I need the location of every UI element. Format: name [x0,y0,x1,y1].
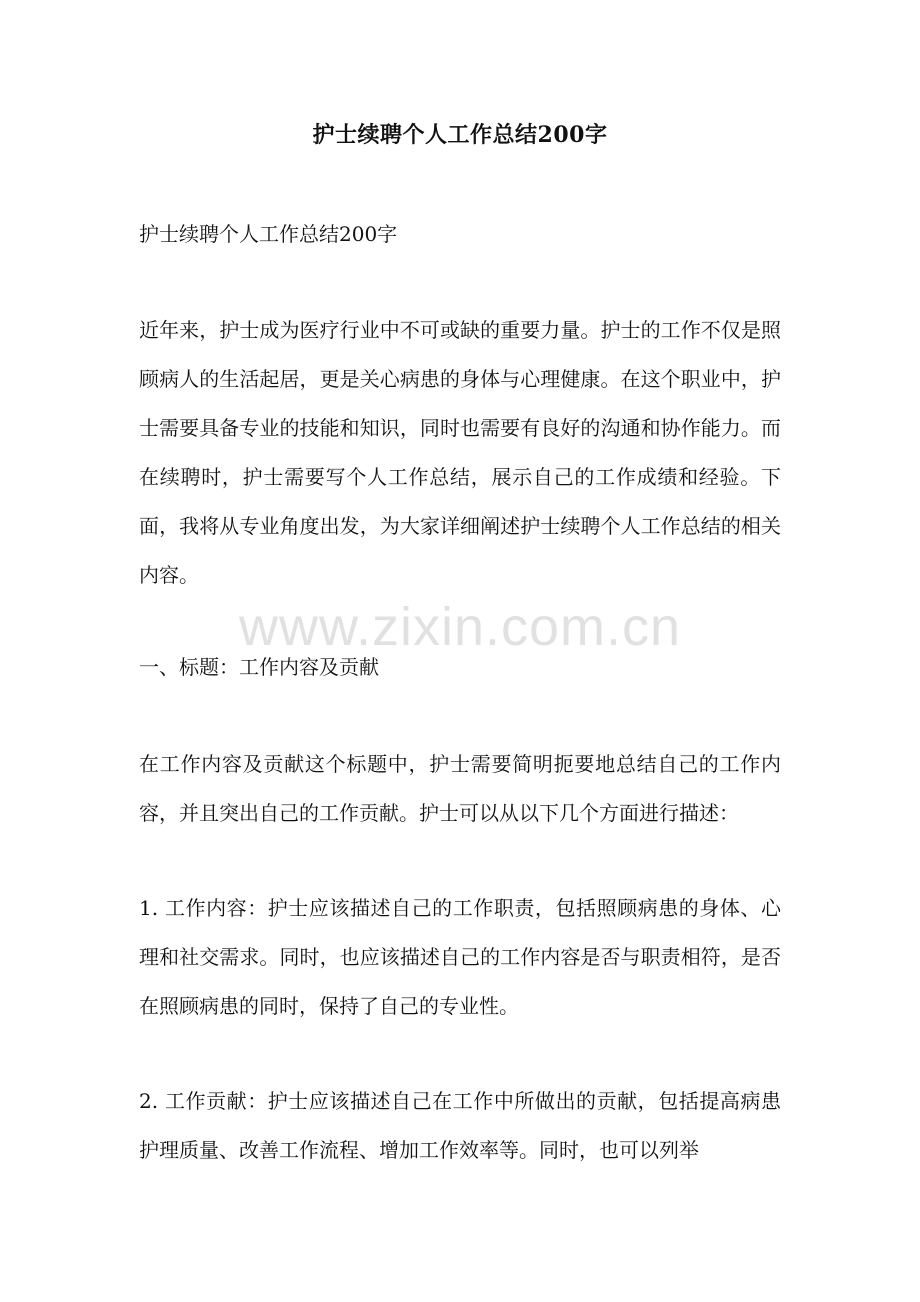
list-item-work-contribution: 2. 工作贡献：护士应该描述自己在工作中所做出的贡献，包括提高病患护理质量、改善工作流程、增加工作效率等。同时，也可以列举 [139,1089,781,1162]
document-title: 护士续聘个人工作总结200字 [312,122,608,148]
section-heading: 一、标题：工作内容及贡献 [139,655,379,679]
intro-paragraph: 近年来，护士成为医疗行业中不可或缺的重要力量。护士的工作不仅是照顾病人的生活起居，更是关心病患的身体与心理健康。在这个职业中，护士需要具备专业的技能和知识，同时也需要有良好的沟通和协作能力。而在续聘时，护士需要写个人工作总结，展示自己的工作成绩和经验。下面，我将从专业角度出发，为大家详细阐述护士续聘个人工作总结的相关内容。 [139,318,781,587]
list-item-work-content: 1. 工作内容：护士应该描述自己的工作职责，包括照顾病患的身体、心理和社交需求。同时，也应该描述自己的工作内容是否与职责相符，是否在照顾病患的同时，保持了自己的专业性。 [139,896,781,1018]
section-intro-paragraph: 在工作内容及贡献这个标题中，护士需要简明扼要地总结自己的工作内容，并且突出自己的工作贡献。护士可以从以下几个方面进行描述： [139,752,781,825]
document-subtitle: 护士续聘个人工作总结200字 [139,222,398,246]
watermark: www.zixin.com.cn [238,597,682,657]
